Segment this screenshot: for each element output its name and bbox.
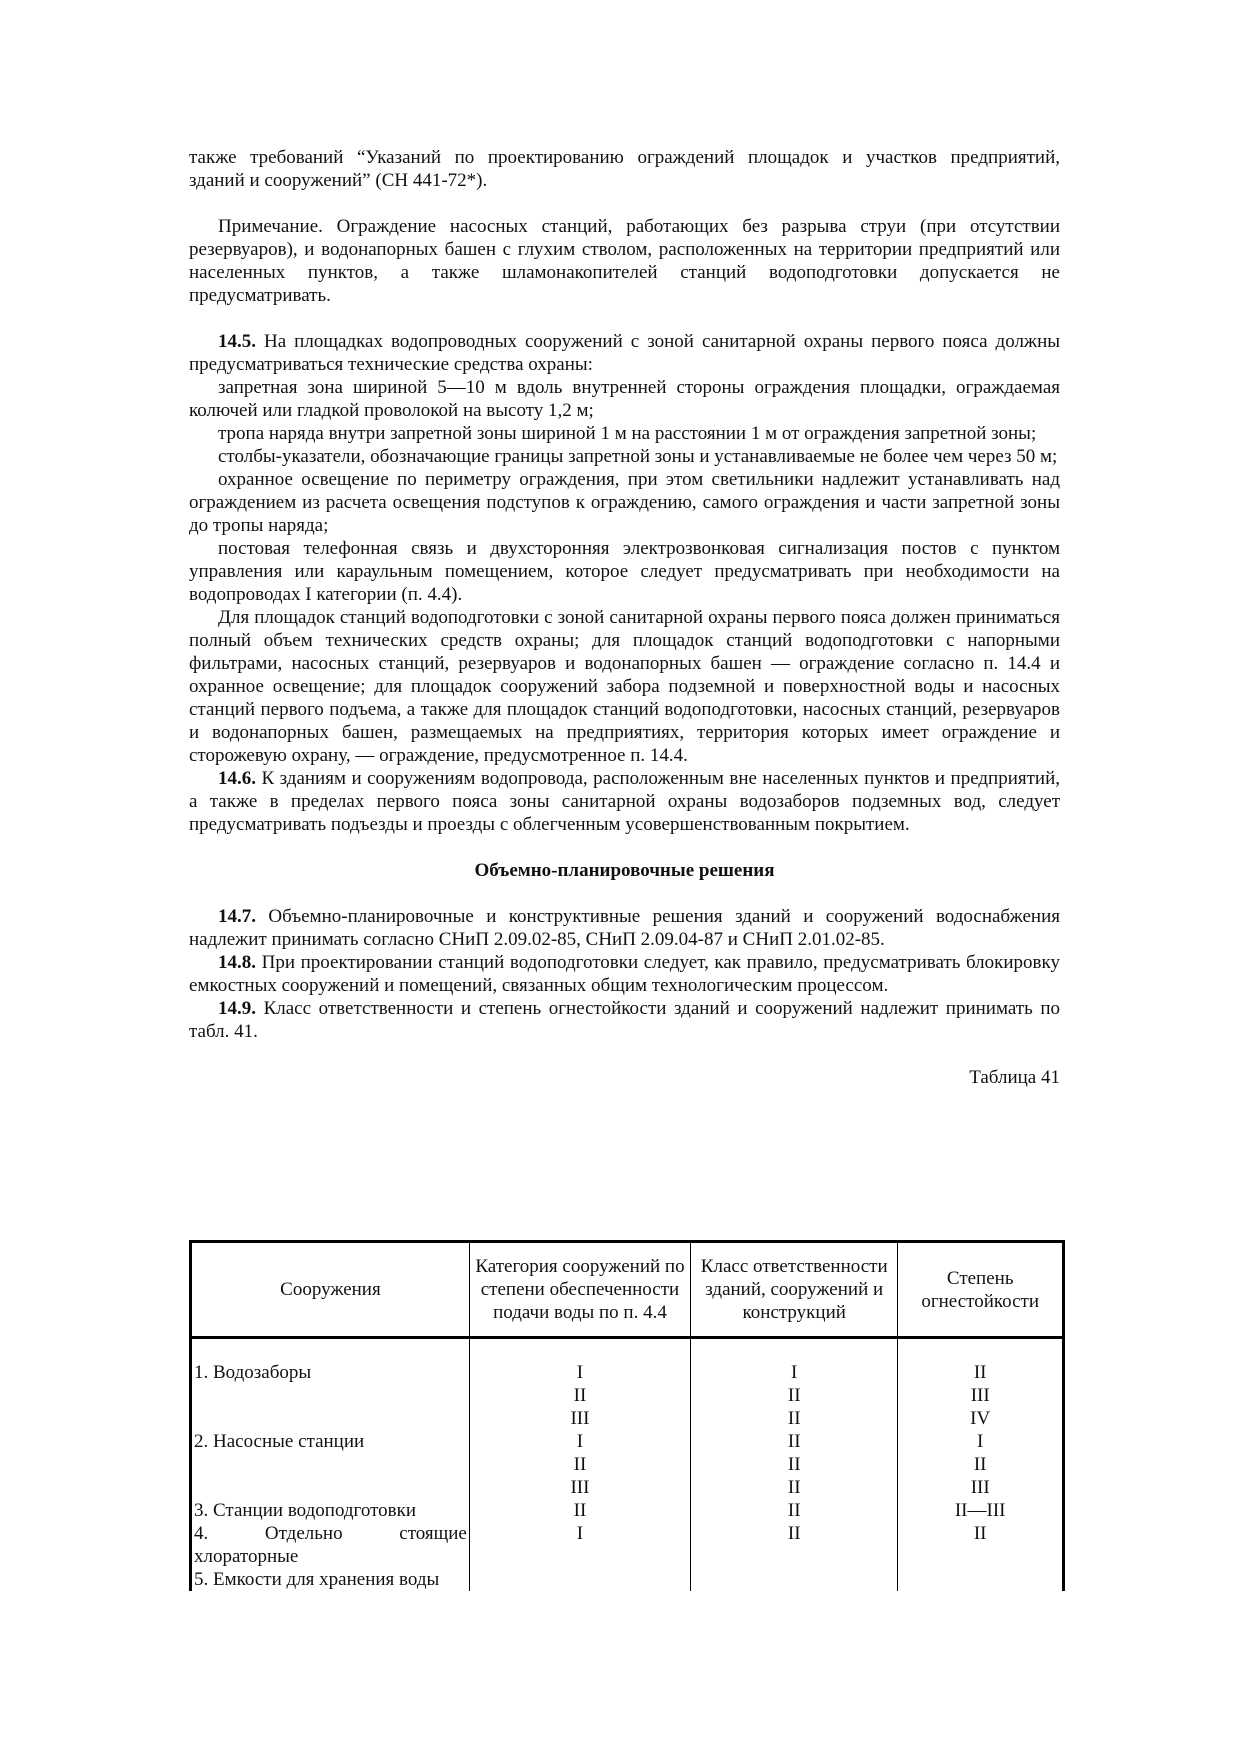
clause-14-8-text: При проектировании станций водоподготовки следует, как правило, предусматривать блокировку емкостных сооружений и помещений, связанных общим технологическим процессом. (189, 952, 1060, 996)
row-name: 3. Станции водоподготовки (191, 1499, 470, 1522)
row-class: I (691, 1361, 898, 1384)
row-name (191, 1407, 470, 1430)
row-fire: IV (898, 1407, 1064, 1430)
clause-14-6 (189, 767, 1060, 836)
clause-14-8 (189, 951, 1060, 997)
row-name-part: Отдельно (264, 1522, 343, 1544)
clause-14-9 (189, 997, 1060, 1043)
row-class: II (691, 1476, 898, 1499)
clause-14-7-text: Объемно-планировочные и конструктивные решения зданий и сооружений водоснабжения надлежит принимать согласно СНиП 2.09.02-85, СНиП 2.09.04-87 и СНиП 2.01.02-85. (189, 906, 1060, 950)
clause-14-9-text: Класс ответственности и степень огнестойкости зданий и сооружений надлежит принимать по табл. 41. (189, 998, 1061, 1042)
clause-14-5-item-b: тропа наряда внутри запретной зоны шириной 1 м на расстоянии 1 м от ограждения запретной зоны; (218, 423, 1037, 444)
row-name (191, 1453, 470, 1476)
row-category: I (469, 1522, 690, 1568)
row-class (691, 1568, 898, 1591)
row-category: III (469, 1407, 690, 1430)
row-class: II (691, 1453, 898, 1476)
row-fire: III (898, 1476, 1064, 1499)
row-category: I (469, 1361, 690, 1384)
document-page (189, 146, 1060, 1089)
clause-14-6-text: К зданиям и сооружениям водопровода, расположенным вне населенных пунктов и предприятий, а также в пределах первого пояса зоны санитарной охраны водозаборов подземных вод, следует предусматривать подъезды и проезды с облегченным усовершенствованным покрытием. (189, 768, 1061, 835)
row-name: 5. Емкости для хранения воды (191, 1568, 470, 1591)
table-row (191, 1384, 1064, 1407)
clause-14-6-number: 14.6. (218, 768, 256, 789)
row-name: 1. Водозаборы (191, 1361, 470, 1384)
clause-14-5 (189, 330, 1060, 376)
row-name-part: 4. (194, 1522, 209, 1544)
clause-14-5-item-a: запретная зона шириной 5—10 м вдоль внутренней стороны ограждения площадки, ограждаемая колючей или гладкой проволокой на высоту 1,2 м; (189, 377, 1060, 421)
table-caption: Таблица 41 (969, 1067, 1060, 1088)
row-name (191, 1522, 470, 1568)
row-fire: II (898, 1522, 1064, 1568)
header-fire-resistance: Степень огнестойкости (898, 1242, 1064, 1338)
clause-14-9-number: 14.9. (218, 998, 256, 1019)
clause-14-7-number: 14.7. (218, 906, 256, 927)
table-41 (189, 1240, 1065, 1591)
table-header-row (191, 1242, 1064, 1338)
clause-14-7 (189, 905, 1060, 951)
clause-14-5-number: 14.5. (218, 331, 256, 352)
header-structures: Сооружения (191, 1242, 470, 1338)
clause-14-5-item-f: Для площадок станций водоподготовки с зоной санитарной охраны первого пояса должен приниматься полный объем технических средств охраны; для площадок станций водоподготовки с напорными фильтрами, насосных станций, резервуаров и водонапорных башен — ограждение согласно п. 14.4 и охранное освещение; для площадок сооружений забора подземной и поверхностной воды и насосных станций первого подъема, а также для площадок станций водоподготовки, насосных станций, резервуаров и водонапорных башен, размещаемых на предприятиях, территория которых имеет ограждение и сторожевую охрану, — ограждение, предусмотренное п. 14.4. (189, 607, 1060, 766)
note-paragraph: Примечание. Ограждение насосных станций, работающих без разрыва струи (при отсутствии резервуаров), и водонапорных башен с глухим стволом, расположенных на территории предприятий или населенных пунктов, а также шламонакопителей станций водоподготовки допускается не предусматривать. (189, 216, 1060, 306)
header-responsibility-class: Класс ответственности зданий, сооружений и конструкций (691, 1242, 898, 1338)
clause-14-5-text: На площадках водопроводных сооружений с зоной санитарной охраны первого пояса должны предусматриваться технические средства охраны: (189, 331, 1060, 375)
table-row (191, 1407, 1064, 1430)
row-name-part: стоящие (399, 1522, 467, 1544)
row-name-line (194, 1522, 467, 1545)
row-fire: I (898, 1430, 1064, 1453)
table-row (191, 1568, 1064, 1591)
intro-line-2: зданий и сооружений” (СН 441-72*). (189, 170, 488, 191)
clause-14-5-item-c: столбы-указатели, обозначающие границы запретной зоны и устанавливаемые не более чем через 50 м; (218, 446, 1058, 467)
clause-14-5-item-d: охранное освещение по периметру ограждения, при этом светильники надлежит устанавливать над ограждением из расчета освещения подступов к ограждению, самого ограждения и части запретной зоны до тропы наряда; (189, 469, 1060, 536)
row-name-line: хлораторные (194, 1545, 299, 1567)
table-row (191, 1522, 1064, 1568)
row-class: II (691, 1430, 898, 1453)
row-name (191, 1476, 470, 1499)
row-category: III (469, 1476, 690, 1499)
row-category: II (469, 1453, 690, 1476)
row-fire (898, 1568, 1064, 1591)
clause-14-8-number: 14.8. (218, 952, 256, 973)
table-row (191, 1361, 1064, 1384)
row-category: I (469, 1430, 690, 1453)
row-class: II (691, 1522, 898, 1568)
row-fire: III (898, 1384, 1064, 1407)
row-class: II (691, 1384, 898, 1407)
row-category (469, 1568, 690, 1591)
table-row (191, 1499, 1064, 1522)
row-class: II (691, 1407, 898, 1430)
row-category: II (469, 1384, 690, 1407)
header-category: Категория сооружений по степени обеспеченности подачи воды по п. 4.4 (469, 1242, 690, 1338)
table-row (191, 1453, 1064, 1476)
table-row (191, 1476, 1064, 1499)
row-fire: II (898, 1453, 1064, 1476)
intro-line-1: также требований “Указаний по проектированию ограждений площадок и участков предприятий, (189, 147, 1060, 168)
table-row (191, 1430, 1064, 1453)
row-fire: II (898, 1361, 1064, 1384)
clause-14-5-item-e: постовая телефонная связь и двухсторонняя электрозвонковая сигнализация постов с пунктом управления или караульным помещением, которое следует предусматривать при необходимости на водопроводах I категории (п. 4.4). (189, 538, 1060, 605)
row-class: II (691, 1499, 898, 1522)
row-category: II (469, 1499, 690, 1522)
row-fire: II—III (898, 1499, 1064, 1522)
row-name (191, 1384, 470, 1407)
section-heading: Объемно-планировочные решения (474, 860, 775, 881)
row-name: 2. Насосные станции (191, 1430, 470, 1453)
